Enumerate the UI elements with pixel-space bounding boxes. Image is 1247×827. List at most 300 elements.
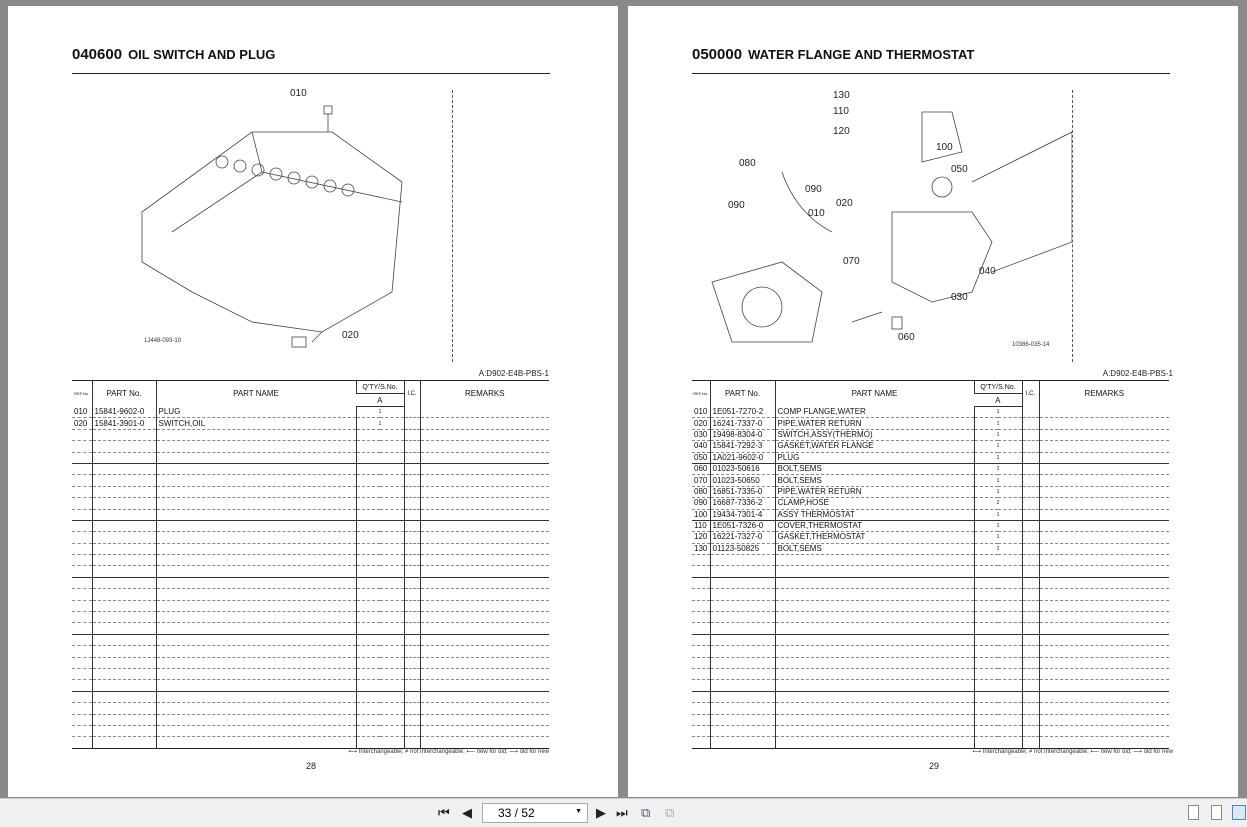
- ref-no: 010: [72, 407, 92, 418]
- ic: [1022, 463, 1039, 474]
- table-row: [692, 623, 1169, 634]
- first-page-button[interactable]: ⏮: [438, 805, 450, 820]
- remarks: [420, 634, 549, 645]
- header-ic: I.C.: [404, 381, 420, 407]
- ic: [404, 657, 420, 668]
- part-name: [156, 589, 356, 600]
- table-row: [72, 737, 549, 748]
- parts-diagram: [72, 92, 452, 362]
- part-number: 1E051-7326-0: [710, 520, 775, 531]
- table-row: [72, 463, 549, 474]
- remarks: [420, 566, 549, 577]
- part-number: [92, 532, 156, 543]
- page-right: [628, 6, 1238, 797]
- part-name: [775, 555, 974, 566]
- two-page-view-icon[interactable]: [1232, 805, 1246, 820]
- part-number: 1A021-9602-0: [710, 452, 775, 463]
- ref-no: [72, 543, 92, 554]
- part-name: [156, 714, 356, 725]
- part-number: [710, 657, 775, 668]
- quantity: [974, 566, 1022, 577]
- remarks: [1039, 498, 1169, 509]
- part-number: [92, 475, 156, 486]
- remarks: [1039, 486, 1169, 497]
- ic: [1022, 452, 1039, 463]
- remarks: [420, 463, 549, 474]
- table-row: [72, 680, 549, 691]
- quantity: 1: [974, 532, 1022, 543]
- ic: [404, 441, 420, 452]
- quantity: [356, 498, 404, 509]
- quantity: [356, 555, 404, 566]
- ref-no: [692, 737, 710, 748]
- callout-label: 010: [808, 208, 825, 219]
- remarks: [420, 555, 549, 566]
- ref-no: [692, 634, 710, 645]
- part-number: [710, 668, 775, 679]
- ic: [404, 589, 420, 600]
- ref-no: [692, 703, 710, 714]
- part-name: PIPE,WATER RETURN: [775, 486, 974, 497]
- ic: [1022, 577, 1039, 588]
- table-row: [72, 509, 549, 520]
- table-row: [692, 634, 1169, 645]
- quantity: [974, 646, 1022, 657]
- table-row: [72, 612, 549, 623]
- part-number: [710, 714, 775, 725]
- ref-no: [692, 623, 710, 634]
- table-row: [692, 589, 1169, 600]
- rotate-page-icon[interactable]: ⧉: [641, 805, 651, 820]
- table-row: [72, 475, 549, 486]
- remarks: [1039, 429, 1169, 440]
- part-number: [92, 680, 156, 691]
- ref-no: [72, 441, 92, 452]
- ic: [1022, 520, 1039, 531]
- quantity: 1: [974, 429, 1022, 440]
- remarks: [420, 680, 549, 691]
- quantity: 1: [974, 475, 1022, 486]
- part-name: [156, 703, 356, 714]
- ic: [404, 418, 420, 429]
- part-number: [92, 703, 156, 714]
- page-number-select[interactable]: [482, 803, 588, 823]
- ref-no: [692, 668, 710, 679]
- table-row: [72, 407, 549, 418]
- part-number: [710, 600, 775, 611]
- quantity: [974, 612, 1022, 623]
- ref-no: 100: [692, 509, 710, 520]
- ref-no: [72, 657, 92, 668]
- quantity: [356, 657, 404, 668]
- part-name: ASSY THERMOSTAT: [775, 509, 974, 520]
- quantity: [974, 623, 1022, 634]
- remarks: [420, 520, 549, 531]
- part-name: BOLT,SEMS: [775, 463, 974, 474]
- table-row: [692, 714, 1169, 725]
- quantity: 1: [974, 407, 1022, 418]
- ic: [1022, 680, 1039, 691]
- ref-no: [72, 703, 92, 714]
- table-row: [692, 532, 1169, 543]
- part-number: [710, 555, 775, 566]
- part-name: [775, 737, 974, 748]
- quantity: [974, 577, 1022, 588]
- ref-no: [72, 725, 92, 736]
- table-row: [692, 612, 1169, 623]
- continuous-view-icon[interactable]: [1211, 805, 1222, 820]
- ic: [1022, 668, 1039, 679]
- quantity: [356, 725, 404, 736]
- ic: [1022, 646, 1039, 657]
- quantity: [974, 691, 1022, 702]
- table-row: [72, 532, 549, 543]
- header-remarks: REMARKS: [420, 381, 549, 407]
- remarks: [1039, 566, 1169, 577]
- quantity: 1: [974, 418, 1022, 429]
- part-name: [156, 657, 356, 668]
- remarks: [1039, 680, 1169, 691]
- table-row: [692, 543, 1169, 554]
- remarks: [420, 509, 549, 520]
- remarks: [420, 657, 549, 668]
- header-qty-a: A: [974, 394, 1022, 407]
- part-name: [156, 600, 356, 611]
- part-name: [156, 555, 356, 566]
- table-row: [72, 589, 549, 600]
- remarks: [1039, 668, 1169, 679]
- part-name: [156, 452, 356, 463]
- remarks: [1039, 475, 1169, 486]
- table-row: [692, 691, 1169, 702]
- ic: [1022, 486, 1039, 497]
- part-name: [156, 577, 356, 588]
- callout-label: 090: [805, 184, 822, 195]
- ic: [404, 475, 420, 486]
- remarks: [420, 532, 549, 543]
- remarks: [420, 668, 549, 679]
- part-name: BOLT,SEMS: [775, 543, 974, 554]
- page-indicator: 33 / 52: [498, 806, 535, 820]
- part-number: [710, 612, 775, 623]
- table-row: [692, 475, 1169, 486]
- ref-no: [692, 714, 710, 725]
- part-name: [775, 577, 974, 588]
- part-name: [775, 703, 974, 714]
- quantity: [974, 555, 1022, 566]
- quantity: [356, 543, 404, 554]
- header-qty: Q'TY/S.No.: [356, 381, 404, 394]
- quantity: [356, 714, 404, 725]
- part-name: [156, 634, 356, 645]
- ic: [1022, 714, 1039, 725]
- remarks: [1039, 589, 1169, 600]
- remarks: [1039, 646, 1169, 657]
- ref-no: 020: [692, 418, 710, 429]
- ic: [404, 737, 420, 748]
- drawing-number: 1J448-093-10: [144, 338, 182, 344]
- part-number: [92, 509, 156, 520]
- ic: [1022, 589, 1039, 600]
- part-number: 19434-7301-4: [710, 509, 775, 520]
- table-row: [692, 509, 1169, 520]
- part-name: GASKET,THERMOSTAT: [775, 532, 974, 543]
- part-number: [92, 429, 156, 440]
- table-row: [692, 668, 1169, 679]
- ref-no: 090: [692, 498, 710, 509]
- quantity: [356, 600, 404, 611]
- part-number: [92, 452, 156, 463]
- remarks: [420, 475, 549, 486]
- table-row: [692, 429, 1169, 440]
- part-number: [92, 646, 156, 657]
- part-number: [710, 680, 775, 691]
- quantity: [356, 646, 404, 657]
- part-name: PLUG: [156, 407, 356, 418]
- ref-no: [72, 463, 92, 474]
- ic: [1022, 509, 1039, 520]
- ref-no: [72, 532, 92, 543]
- part-name: [775, 612, 974, 623]
- ic: [1022, 543, 1039, 554]
- callout-label: 110: [833, 106, 849, 117]
- ref-no: 010: [692, 407, 710, 418]
- ref-no: [72, 714, 92, 725]
- header-remarks: REMARKS: [1039, 381, 1169, 407]
- table-row: [72, 634, 549, 645]
- part-name: [775, 680, 974, 691]
- part-number: 01023-50650: [710, 475, 775, 486]
- table-row: [692, 600, 1169, 611]
- callout-label: 030: [951, 292, 968, 303]
- table-row: [72, 566, 549, 577]
- ref-no: [72, 668, 92, 679]
- part-name: COVER,THERMOSTAT: [775, 520, 974, 531]
- part-name: [156, 475, 356, 486]
- part-number: [92, 612, 156, 623]
- ic: [1022, 532, 1039, 543]
- callout-label: 020: [342, 330, 359, 341]
- ic: [404, 600, 420, 611]
- part-number: 01023-50616: [710, 463, 775, 474]
- ic: [404, 509, 420, 520]
- table-row: [692, 452, 1169, 463]
- remarks: [1039, 634, 1169, 645]
- legend: ⟷ Interchangeable; ≠ not Interchangeable; ⟵ new for old; ⟶ old for new: [972, 749, 1173, 755]
- table-row: [692, 441, 1169, 452]
- callout-label: 070: [843, 256, 860, 267]
- callout-label: 120: [833, 126, 850, 137]
- part-number: [92, 691, 156, 702]
- table-row: [72, 543, 549, 554]
- part-name: CLAMP,HOSE: [775, 498, 974, 509]
- ref-no: 040: [692, 441, 710, 452]
- remarks: [1039, 623, 1169, 634]
- quantity: [356, 623, 404, 634]
- single-page-view-icon[interactable]: [1188, 805, 1199, 820]
- table-row: [692, 486, 1169, 497]
- remarks: [1039, 407, 1169, 418]
- ic: [1022, 612, 1039, 623]
- remarks: [1039, 418, 1169, 429]
- ref-no: [72, 680, 92, 691]
- remarks: [1039, 657, 1169, 668]
- table-row: [72, 520, 549, 531]
- ref-no: 130: [692, 543, 710, 554]
- table-row: [72, 418, 549, 429]
- quantity: 2: [974, 463, 1022, 474]
- remarks: [420, 612, 549, 623]
- part-number: [92, 589, 156, 600]
- parts-diagram: [692, 92, 1072, 362]
- ic: [1022, 703, 1039, 714]
- quantity: 1: [974, 452, 1022, 463]
- part-number: [92, 725, 156, 736]
- remarks: [1039, 555, 1169, 566]
- part-name: [156, 623, 356, 634]
- table-row: [72, 452, 549, 463]
- ic: [1022, 555, 1039, 566]
- remarks: [420, 486, 549, 497]
- ic: [404, 429, 420, 440]
- table-row: [72, 498, 549, 509]
- quantity: [356, 577, 404, 588]
- quantity: 2: [974, 543, 1022, 554]
- table-row: [72, 577, 549, 588]
- table-row: [72, 555, 549, 566]
- part-name: SWITCH,OIL: [156, 418, 356, 429]
- ic: [404, 680, 420, 691]
- part-name: [775, 566, 974, 577]
- parts-table: [72, 380, 549, 749]
- header-ic: I.C.: [1022, 381, 1039, 407]
- remarks: [420, 452, 549, 463]
- remarks: [420, 600, 549, 611]
- ref-no: [72, 577, 92, 588]
- ic: [1022, 623, 1039, 634]
- ic: [1022, 691, 1039, 702]
- page-number: 28: [306, 761, 317, 771]
- ref-no: 060: [692, 463, 710, 474]
- part-number: [92, 566, 156, 577]
- callout-label: 100: [936, 142, 953, 153]
- ic: [404, 646, 420, 657]
- quantity: 1: [356, 418, 404, 429]
- part-name: PLUG: [775, 452, 974, 463]
- ref-no: [692, 600, 710, 611]
- part-name: [156, 646, 356, 657]
- quantity: [356, 634, 404, 645]
- remarks: [420, 577, 549, 588]
- part-name: [156, 441, 356, 452]
- quantity: [356, 463, 404, 474]
- last-page-button[interactable]: ⏭: [616, 805, 628, 820]
- part-name: [775, 657, 974, 668]
- part-number: [92, 555, 156, 566]
- ic: [1022, 566, 1039, 577]
- ref-no: 070: [692, 475, 710, 486]
- quantity: [356, 680, 404, 691]
- ref-no: [692, 566, 710, 577]
- callout-label: 080: [739, 158, 756, 169]
- part-number: [710, 623, 775, 634]
- quantity: [356, 589, 404, 600]
- quantity: [356, 691, 404, 702]
- part-name: [775, 600, 974, 611]
- ic: [404, 543, 420, 554]
- part-name: [775, 589, 974, 600]
- part-name: [156, 532, 356, 543]
- callout-label: 130: [833, 90, 850, 101]
- part-name: [156, 668, 356, 679]
- ref-no: [72, 600, 92, 611]
- header-part-name: PART NAME: [775, 381, 974, 407]
- ref-no: [72, 646, 92, 657]
- quantity: [974, 589, 1022, 600]
- remarks: [1039, 737, 1169, 748]
- ic: [404, 463, 420, 474]
- part-number: [710, 646, 775, 657]
- part-name: [156, 463, 356, 474]
- section-name: OIL SWITCH AND PLUG: [128, 47, 276, 62]
- remarks: [420, 407, 549, 418]
- table-row: [692, 737, 1169, 748]
- part-number: [92, 634, 156, 645]
- next-page-button[interactable]: ▶: [596, 805, 606, 820]
- part-number: [710, 737, 775, 748]
- remarks: [420, 703, 549, 714]
- table-row: [692, 463, 1169, 474]
- ref-no: [692, 691, 710, 702]
- quantity: [356, 612, 404, 623]
- ref-no: [72, 498, 92, 509]
- quantity: [356, 532, 404, 543]
- remarks: [1039, 532, 1169, 543]
- copy-page-icon[interactable]: ⧉: [665, 805, 675, 820]
- ref-no: [72, 691, 92, 702]
- remarks: [1039, 714, 1169, 725]
- quantity: 1: [356, 407, 404, 418]
- remarks: [1039, 600, 1169, 611]
- previous-page-button[interactable]: ◀: [462, 805, 472, 820]
- table-row: [692, 566, 1169, 577]
- table-row: [692, 418, 1169, 429]
- ref-no: [72, 475, 92, 486]
- ref-no: [692, 577, 710, 588]
- remarks: [1039, 520, 1169, 531]
- ref-no: [72, 566, 92, 577]
- ic: [1022, 475, 1039, 486]
- quantity: [356, 566, 404, 577]
- ic: [404, 714, 420, 725]
- part-name: [775, 714, 974, 725]
- ic: [404, 498, 420, 509]
- remarks: [420, 429, 549, 440]
- header-qty: Q'TY/S.No.: [974, 381, 1022, 394]
- remarks: [420, 498, 549, 509]
- part-number: [710, 577, 775, 588]
- remarks: [420, 441, 549, 452]
- ref-no: [72, 589, 92, 600]
- part-number: [92, 668, 156, 679]
- callout-label: 060: [898, 332, 915, 343]
- ic: [1022, 600, 1039, 611]
- table-row: [72, 441, 549, 452]
- ic: [1022, 657, 1039, 668]
- navigation-toolbar: [0, 798, 1247, 827]
- part-name: GASKET,WATER FLANGE: [775, 441, 974, 452]
- quantity: [356, 520, 404, 531]
